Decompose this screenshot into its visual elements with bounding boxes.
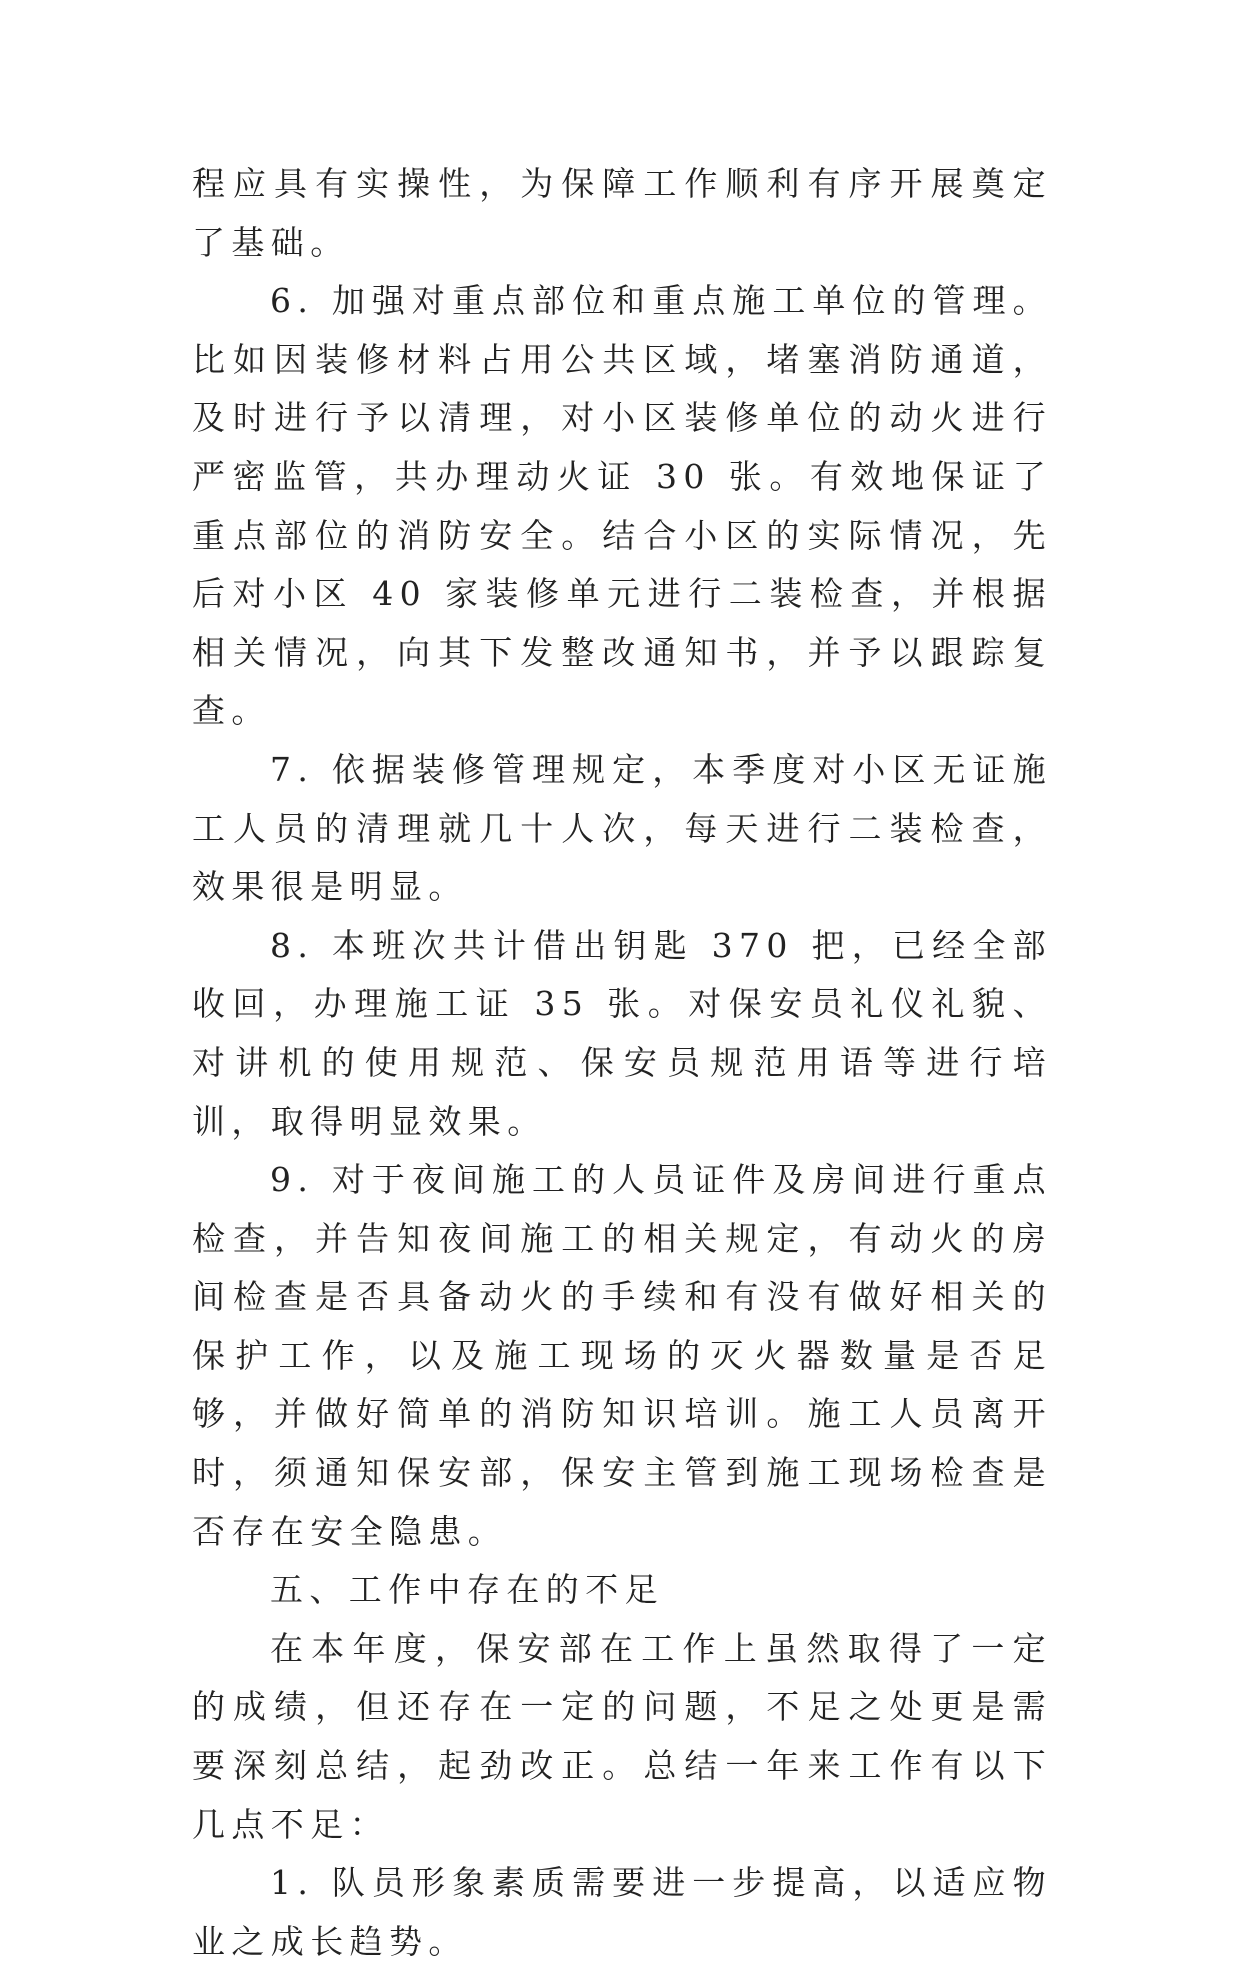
paragraph-item-8: 8. 本班次共计借出钥匙 370 把，已经全部收回，办理施工证 35 张。对保安员礼仪礼貌、对讲机的使用规范、保安员规范用语等进行培训，取得明显效果。 xyxy=(192,925,1052,1141)
paragraph-continuation: 程应具有实操性，为保障工作顺利有序开展奠定了基础。 xyxy=(192,164,1052,262)
paragraph-shortcomings-intro: 在本年度，保安部在工作上虽然取得了一定的成绩，但还存在一定的问题，不足之处更是需要深刻总结，起劲改正。总结一年来工作有以下几点不足： xyxy=(192,1628,1052,1844)
paragraph-shortcoming-1: 1. 队员形象素质需要进一步提高，以适应物业之成长趋势。 xyxy=(192,1863,1052,1961)
paragraph-item-9: 9. 对于夜间施工的人员证件及房间进行重点检查，并告知夜间施工的相关规定，有动火的房间检查是否具备动火的手续和有没有做好相关的保护工作，以及施工现场的灭火器数量是否足够，并做好简单的消防知识培训。施工人员离开时，须通知保安部，保安主管到施工现场检查是否存在安全隐患。 xyxy=(192,1160,1052,1551)
section-heading-shortcomings: 五、工作中存在的不足 xyxy=(270,1570,664,1610)
paragraph-item-6: 6. 加强对重点部位和重点施工单位的管理。比如因装修材料占用公共区域，堵塞消防通道，及时进行予以清理，对小区装修单位的动火进行严密监管，共办理动火证 30 张。有效地保证了重点部位的消防安全。结合小区的实际情况，先后对小区 40 家装修单元进行二装检查，并根据相关情况，向其下发整改通知书，并予以跟踪复查。 xyxy=(192,281,1052,731)
paragraph-item-7: 7. 依据装修管理规定，本季度对小区无证施工人员的清理就几十人次，每天进行二装检查，效果很是明显。 xyxy=(192,749,1052,907)
document-body xyxy=(192,155,1052,1971)
